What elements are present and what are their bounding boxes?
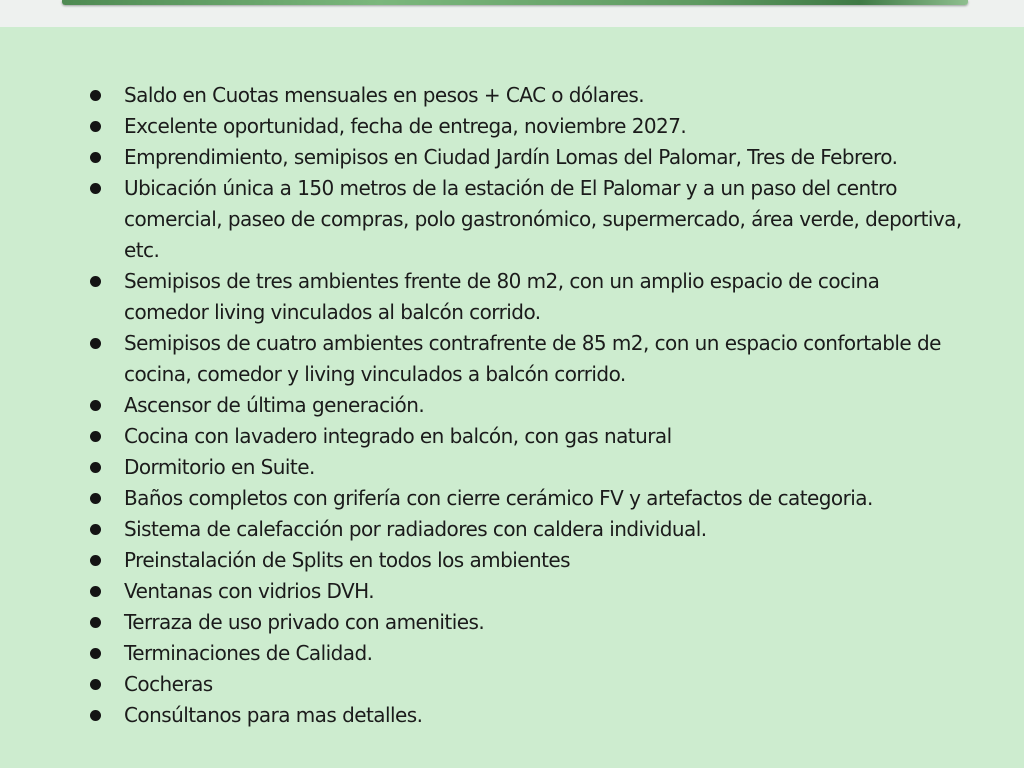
- list-item: [0, 669, 1024, 700]
- list-item: [0, 142, 1024, 173]
- list-item-text: Cocheras: [124, 672, 213, 696]
- list-item-text: Saldo en Cuotas mensuales en pesos + CAC o dólares.: [124, 83, 644, 107]
- bullet-icon: [90, 555, 101, 566]
- list-item-text: Terraza de uso privado con amenities.: [124, 610, 485, 634]
- bullet-icon: [90, 152, 101, 163]
- bullet-icon: [90, 493, 101, 504]
- list-item: [0, 700, 1024, 731]
- list-item: [0, 80, 1024, 111]
- list-item: [0, 607, 1024, 638]
- bullet-icon: [90, 679, 101, 690]
- list-item-text: Semipisos de tres ambientes frente de 80 m2, con un amplio espacio de cocina comedor living vinculados al balcón corrido.: [124, 269, 880, 324]
- list-item-text: Ascensor de última generación.: [124, 393, 425, 417]
- list-item-text: Ventanas con vidrios DVH.: [124, 579, 375, 603]
- list-item-text: Baños completos con grifería con cierre cerámico FV y artefactos de categoria.: [124, 486, 873, 510]
- list-item: [0, 452, 1024, 483]
- list-item: [0, 266, 1024, 328]
- list-item-text: Dormitorio en Suite.: [124, 455, 315, 479]
- bullet-icon: [90, 462, 101, 473]
- list-item: [0, 390, 1024, 421]
- list-item: [0, 173, 1024, 266]
- features-section: [0, 80, 1024, 731]
- list-item: [0, 421, 1024, 452]
- list-item-text: Consúltanos para mas detalles.: [124, 703, 423, 727]
- list-item-text: Ubicación única a 150 metros de la estación de El Palomar y a un paso del centro comercial, paseo de compras, polo gastronómico, supermercado, área verde, deportiva, etc.: [124, 176, 962, 262]
- bullet-icon: [90, 648, 101, 659]
- features-list: [0, 80, 1024, 731]
- bullet-icon: [90, 431, 101, 442]
- top-strip: [0, 0, 1024, 27]
- bullet-icon: [90, 710, 101, 721]
- list-item-text: Sistema de calefacción por radiadores con caldera individual.: [124, 517, 707, 541]
- bullet-icon: [90, 524, 101, 535]
- bullet-icon: [90, 183, 101, 194]
- bullet-icon: [90, 586, 101, 597]
- bullet-icon: [90, 400, 101, 411]
- list-item-text: Semipisos de cuatro ambientes contrafrente de 85 m2, con un espacio confortable de cocina, comedor y living vinculados a balcón corrido.: [124, 331, 941, 386]
- bullet-icon: [90, 617, 101, 628]
- bullet-icon: [90, 338, 101, 349]
- list-item: [0, 328, 1024, 390]
- list-item-text: Preinstalación de Splits en todos los ambientes: [124, 548, 571, 572]
- bullet-icon: [90, 276, 101, 287]
- list-item-text: Emprendimiento, semipisos en Ciudad Jardín Lomas del Palomar, Tres de Febrero.: [124, 145, 898, 169]
- list-item-text: Cocina con lavadero integrado en balcón, con gas natural: [124, 424, 672, 448]
- list-item: [0, 514, 1024, 545]
- list-item: [0, 576, 1024, 607]
- list-item: [0, 483, 1024, 514]
- banner-image-edge: [62, 0, 968, 5]
- list-item-text: Terminaciones de Calidad.: [124, 641, 373, 665]
- list-item-text: Excelente oportunidad, fecha de entrega, noviembre 2027.: [124, 114, 687, 138]
- list-item: [0, 545, 1024, 576]
- bullet-icon: [90, 121, 101, 132]
- list-item: [0, 111, 1024, 142]
- bullet-icon: [90, 90, 101, 101]
- list-item: [0, 638, 1024, 669]
